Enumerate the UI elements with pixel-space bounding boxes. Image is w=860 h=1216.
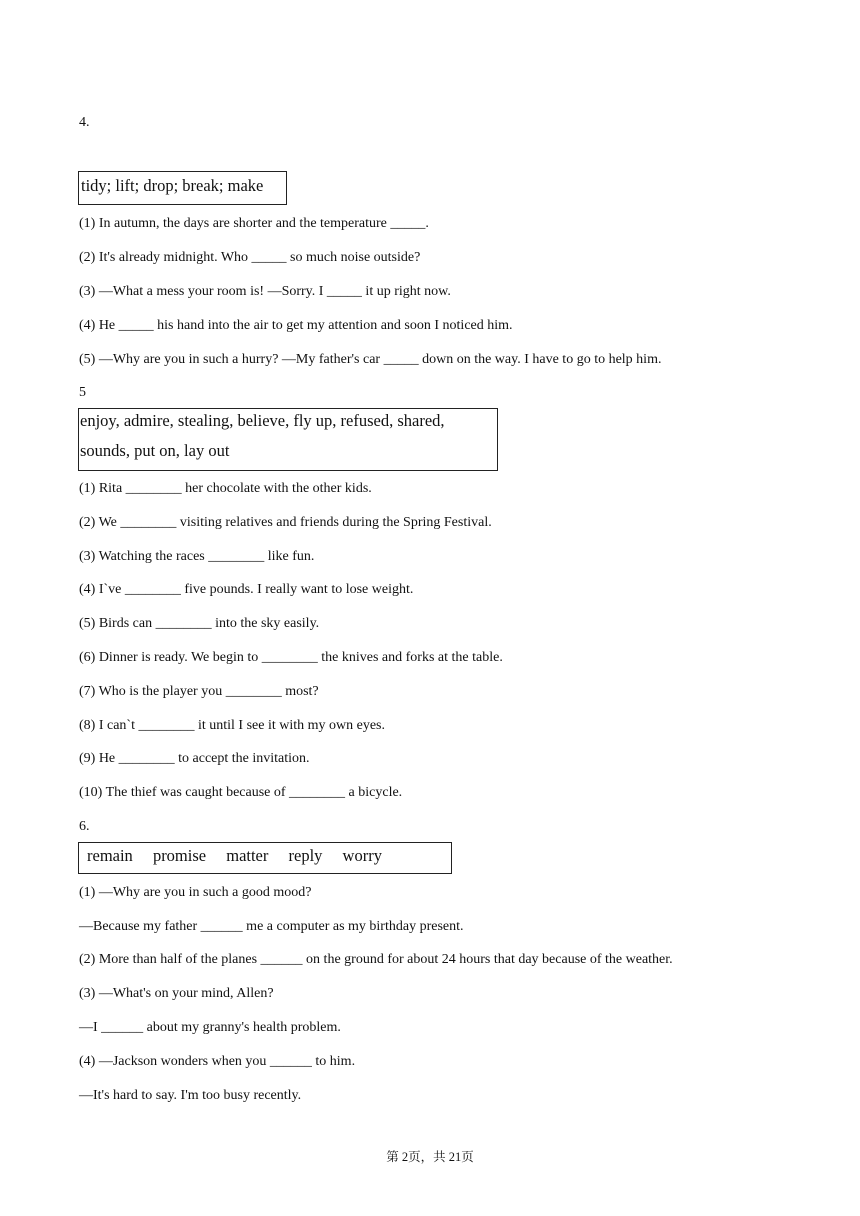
sentence-5-7: (7) Who is the player you ________ most? <box>79 684 319 699</box>
sentence-6-1: (1) —Why are you in such a good mood? <box>79 885 312 900</box>
sentence-4-1: (1) In autumn, the days are shorter and the temperature _____. <box>79 216 429 231</box>
sentence-6-4-answer: —It's hard to say. I'm too busy recently. <box>79 1088 302 1103</box>
sentence-5-8: (8) I canˋt ________ it until I see it with my own eyes. <box>79 718 385 733</box>
word-bank-line-5-1: enjoy, admire, stealing, believe, fly up, refused, shared, <box>80 411 445 430</box>
word-worry: worry <box>342 846 382 865</box>
word-remain: remain <box>87 846 133 865</box>
word-bank-text-4: tidy; lift; drop; break; make <box>81 176 264 195</box>
sentence-5-9: (9) He ________ to accept the invitation. <box>79 751 310 766</box>
page-footer: 第 2页，共 21页 <box>386 1150 474 1164</box>
sentence-5-6: (6) Dinner is ready. We begin to ________ the knives and forks at the table. <box>79 650 503 665</box>
word-bank-words-6 <box>87 841 398 871</box>
word-bank-line-5-2: sounds, put on, lay out <box>80 441 230 460</box>
sentence-6-4: (4) —Jackson wonders when you ______ to him. <box>79 1054 356 1069</box>
word-matter: matter <box>226 846 269 865</box>
question-number-4: 4. <box>79 115 90 130</box>
sentence-6-3: (3) —What's on your mind, Allen? <box>79 986 274 1001</box>
question-number-6: 6. <box>79 819 90 834</box>
sentence-6-2: (2) More than half of the planes ______ on the ground for about 24 hours that day because of the weather. <box>79 952 673 967</box>
sentence-4-4: (4) He _____ his hand into the air to get my attention and soon I noticed him. <box>79 318 513 333</box>
sentence-5-3: (3) Watching the races ________ like fun. <box>79 549 315 564</box>
sentence-5-2: (2) We ________ visiting relatives and friends during the Spring Festival. <box>79 515 492 530</box>
sentence-4-2: (2) It's already midnight. Who _____ so much noise outside? <box>79 250 421 265</box>
sentence-4-3: (3) —What a mess your room is! —Sorry. I _____ it up right now. <box>79 284 451 299</box>
word-promise: promise <box>152 846 207 865</box>
sentence-5-10: (10) The thief was caught because of ________ a bicycle. <box>79 785 403 800</box>
sentence-6-1-answer: —Because my father ______ me a computer as my birthday present. <box>79 919 464 934</box>
sentence-5-5: (5) Birds can ________ into the sky easily. <box>79 616 320 631</box>
word-bank-box-6 <box>78 842 452 874</box>
question-number-5: 5 <box>79 385 86 400</box>
sentence-5-4: (4) Iˋve ________ five pounds. I really want to lose weight. <box>79 582 414 597</box>
sentence-6-3-answer: —I ______ about my granny's health problem. <box>79 1020 341 1035</box>
word-bank-box-4 <box>78 171 287 205</box>
word-bank-box-5 <box>78 408 498 471</box>
sentence-4-5: (5) —Why are you in such a hurry? —My father's car _____ down on the way. I have to go to help him. <box>79 352 662 367</box>
sentence-5-1: (1) Rita ________ her chocolate with the other kids. <box>79 481 372 496</box>
word-reply: reply <box>288 846 323 865</box>
